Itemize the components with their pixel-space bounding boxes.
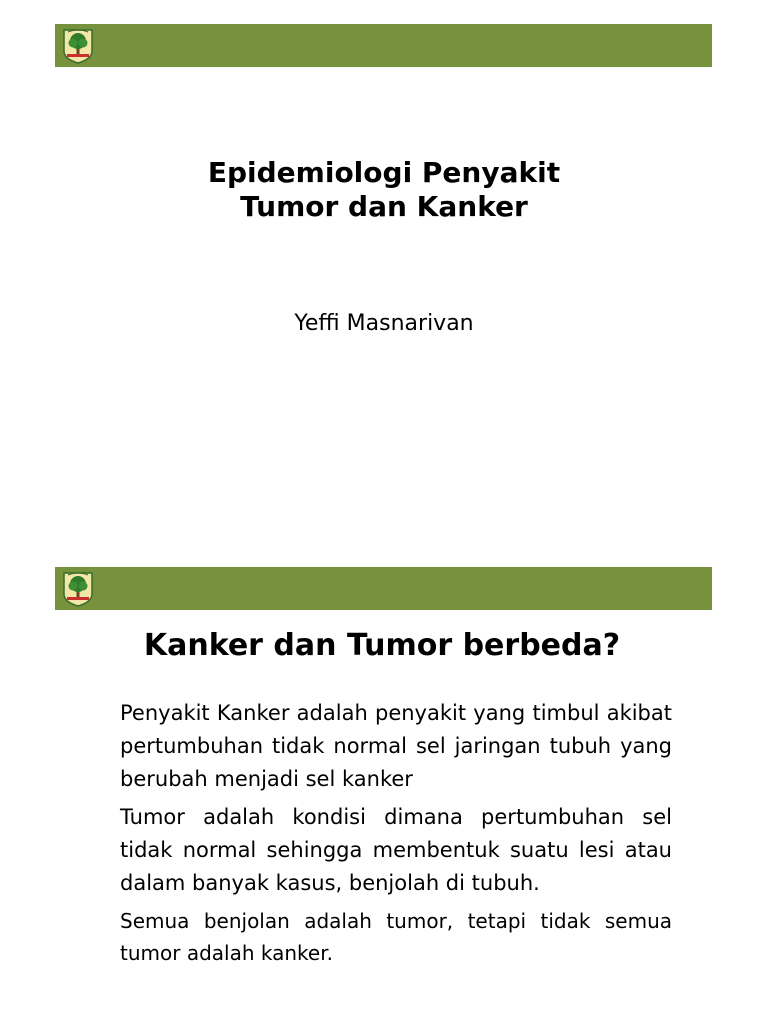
paragraph-tumor-definition: Tumor adalah kondisi dimana pertumbuhan sel tidak normal sehingga membentuk suatu lesi atau dalam banyak kasus, benjolah di tubuh. [120, 805, 672, 895]
slide-title [0, 156, 768, 224]
paragraph-tumor-vs-cancer: Semua benjolan adalah tumor, tetapi tidak semua tumor adalah kanker. [120, 909, 672, 965]
university-emblem-icon [62, 570, 94, 607]
header-banner [55, 24, 712, 67]
heading-text: Kanker dan Tumor berbeda? [143, 628, 621, 663]
title-line-1: Epidemiologi Penyakit [207, 156, 561, 189]
header-banner [55, 567, 712, 610]
author-name: Yeffi Masnarivan [294, 311, 474, 336]
slide-body [120, 697, 672, 974]
title-line-2: Tumor dan Kanker [240, 190, 528, 223]
university-emblem-icon [62, 27, 94, 64]
content-slide [0, 540, 768, 1024]
slide-heading [0, 626, 768, 666]
paragraph-cancer-definition: Penyakit Kanker adalah penyakit yang timbul akibat pertumbuhan tidak normal sel jaringan tubuh yang berubah menjadi sel kanker [120, 701, 672, 791]
